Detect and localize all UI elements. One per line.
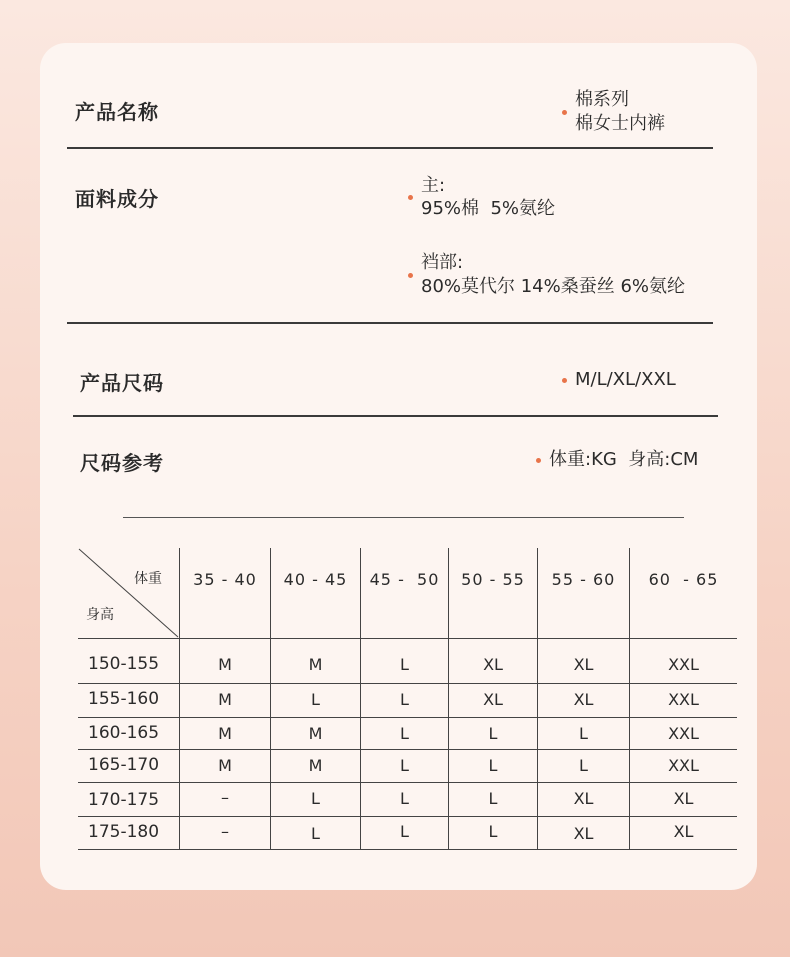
size-cell: M xyxy=(308,724,323,743)
height-row-label: 175-180 xyxy=(88,822,160,842)
size-cell: L xyxy=(400,655,409,674)
size-cell: L xyxy=(400,789,409,808)
weight-column-header: 35 - 40 xyxy=(193,570,257,589)
weight-column-header: 60 - 65 xyxy=(648,570,719,589)
size-cell: – xyxy=(221,822,229,841)
row-divider xyxy=(78,816,737,817)
weight-column-header: 50 - 55 xyxy=(461,570,525,589)
size-cell: XL xyxy=(483,690,503,709)
bullet-dot xyxy=(408,195,413,200)
fabric-crotch-title: 裆部: xyxy=(421,252,464,273)
size-cell: M xyxy=(218,690,232,709)
size-cell: L xyxy=(488,756,498,775)
size-cell: XL xyxy=(573,690,594,709)
size-cell: M xyxy=(308,756,323,775)
size-table xyxy=(78,548,737,850)
corner-weight-label: 体重 xyxy=(134,571,162,587)
height-row-label: 155-160 xyxy=(88,689,160,709)
size-cell: L xyxy=(400,690,409,709)
size-cell: L xyxy=(488,789,498,808)
height-row-label: 150-155 xyxy=(88,654,160,674)
row-divider xyxy=(78,638,737,639)
size-cell: L xyxy=(400,822,409,841)
height-row-label: 160-165 xyxy=(88,723,160,743)
size-cell: XL xyxy=(573,789,594,808)
corner-diagonal xyxy=(78,548,179,638)
bullet-dot xyxy=(536,458,541,463)
size-cell: L xyxy=(579,756,588,775)
bullet-dot xyxy=(562,378,567,383)
product-name-line-2: 棉女士内裤 xyxy=(575,113,665,134)
reference-value: 体重:KG 身高:CM xyxy=(549,449,699,470)
reference-label: 尺码参考 xyxy=(80,451,164,475)
size-cell: L xyxy=(311,824,320,843)
size-cell: XXL xyxy=(668,690,699,709)
weight-column-header: 45 - 50 xyxy=(369,570,440,589)
size-cell: M xyxy=(218,756,232,775)
size-cell: XL xyxy=(573,655,594,674)
size-cell: XXL xyxy=(668,756,699,775)
sizes-value: M/L/XL/XXL xyxy=(575,369,676,390)
fabric-main-value: 95%棉 5%氨纶 xyxy=(421,198,556,219)
divider xyxy=(67,147,713,149)
size-cell: XXL xyxy=(668,724,699,743)
product-name-line-1: 棉系列 xyxy=(575,89,629,110)
product-name-label: 产品名称 xyxy=(75,100,159,124)
size-cell: L xyxy=(400,724,409,743)
size-cell: XXL xyxy=(668,655,699,674)
height-row-label: 170-175 xyxy=(88,790,160,810)
fabric-crotch-value: 80%莫代尔 14%桑蚕丝 6%氨纶 xyxy=(421,276,686,297)
size-cell: – xyxy=(221,788,229,807)
row-divider xyxy=(78,749,737,750)
size-cell: M xyxy=(308,655,323,674)
divider xyxy=(73,415,718,417)
size-cell: M xyxy=(218,724,232,743)
fabric-label: 面料成分 xyxy=(75,187,159,211)
size-cell: XL xyxy=(483,655,503,674)
size-cell: L xyxy=(488,724,498,743)
weight-column-header: 55 - 60 xyxy=(551,570,616,589)
bullet-dot xyxy=(408,273,413,278)
row-divider xyxy=(78,849,737,850)
row-divider xyxy=(78,782,737,783)
row-divider xyxy=(78,683,737,684)
size-cell: L xyxy=(400,756,409,775)
size-cell: L xyxy=(579,724,588,743)
size-cell: M xyxy=(218,655,232,674)
divider xyxy=(123,517,684,518)
weight-column-header: 40 - 45 xyxy=(283,570,348,589)
size-cell: XL xyxy=(673,789,694,808)
size-cell: L xyxy=(488,822,498,841)
size-cell: L xyxy=(311,789,320,808)
size-cell: XL xyxy=(573,824,594,843)
bullet-dot xyxy=(562,110,567,115)
fabric-main-title: 主: xyxy=(421,175,446,196)
row-divider xyxy=(78,717,737,718)
sizes-label: 产品尺码 xyxy=(80,371,164,395)
divider xyxy=(67,322,713,324)
size-cell: XL xyxy=(673,822,694,841)
size-cell: L xyxy=(311,690,320,709)
height-row-label: 165-170 xyxy=(88,755,160,775)
corner-height-label: 身高 xyxy=(86,607,114,623)
